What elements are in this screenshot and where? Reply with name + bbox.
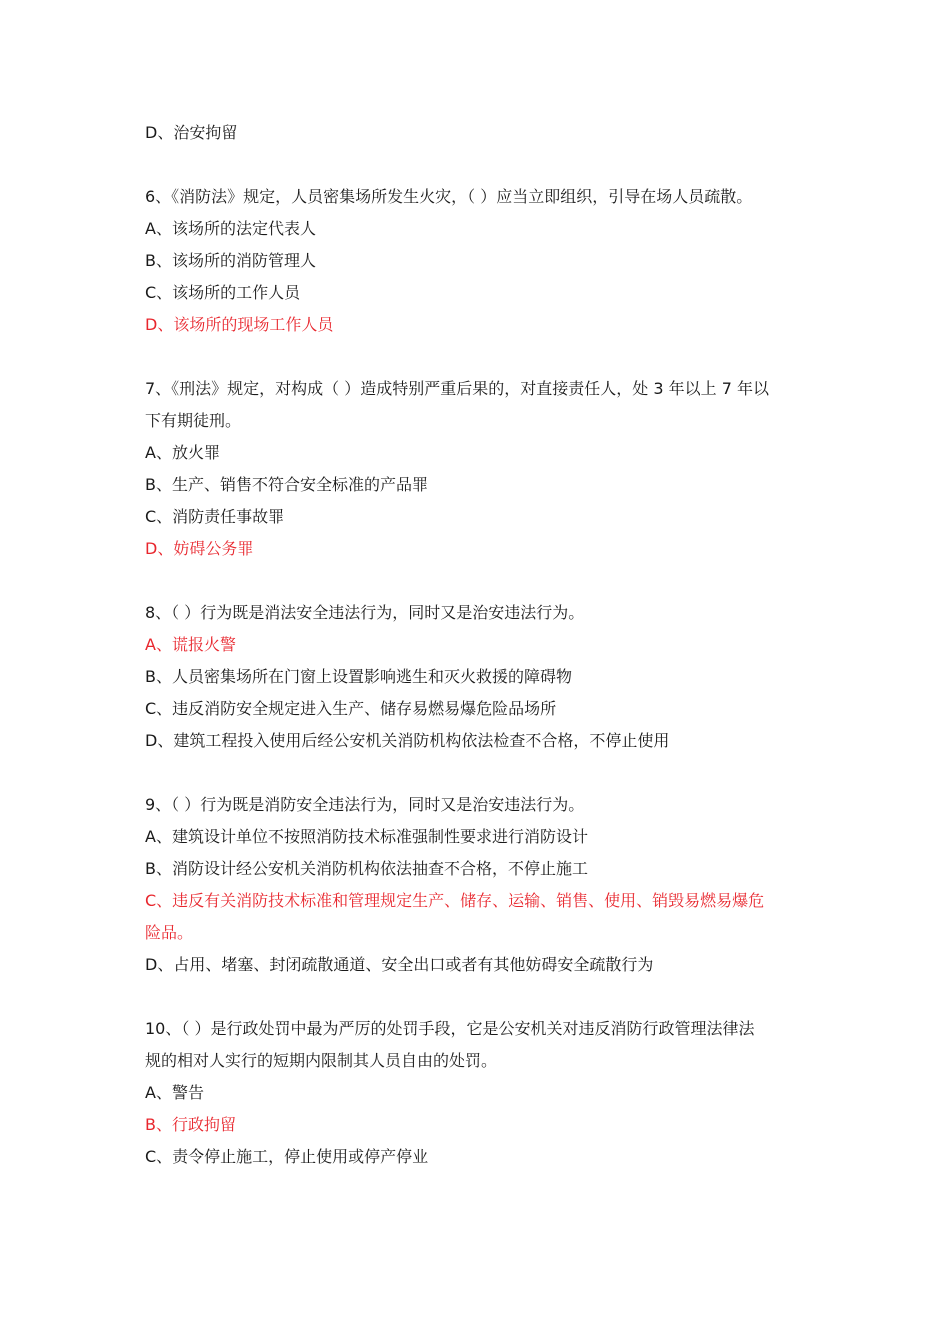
- option-d: D、占用、堵塞、封闭疏散通道、安全出口或者有其他妨碍安全疏散行为: [145, 955, 654, 974]
- option-d: D、建筑工程投入使用后经公安机关消防机构依法检查不合格，不停止使用: [145, 731, 670, 750]
- spacer: [145, 565, 770, 597]
- question-10: [145, 1013, 770, 1173]
- option-b: B、消防设计经公安机关消防机构依法抽查不合格，不停止施工: [145, 859, 588, 878]
- option-b: B、生产、销售不符合安全标准的产品罪: [145, 475, 428, 494]
- option-b-answer: B、行政拘留: [145, 1115, 236, 1134]
- option-a-answer: A、谎报火警: [145, 635, 236, 654]
- option-c: C、责令停止施工，停止使用或停产停业: [145, 1147, 429, 1166]
- question-stem: 7、《刑法》规定，对构成（ ）造成特别严重后果的，对直接责任人，处 3 年以上 7 年以下有期徒刑。: [145, 379, 769, 430]
- spacer: [145, 341, 770, 373]
- option-a: A、放火罪: [145, 443, 220, 462]
- document-content: [145, 117, 770, 1173]
- question-stem: 10、（ ）是行政处罚中最为严厉的处罚手段，它是公安机关对违反消防行政管理法律法规的相对人实行的短期内限制其人员自由的处罚。: [145, 1019, 755, 1070]
- question-stem: 6、《消防法》规定，人员密集场所发生火灾，（ ）应当立即组织，引导在场人员疏散。: [145, 187, 753, 206]
- option-c: C、消防责任事故罪: [145, 507, 285, 526]
- option-a: A、建筑设计单位不按照消防技术标准强制性要求进行消防设计: [145, 827, 588, 846]
- option-b: B、人员密集场所在门窗上设置影响逃生和灭火救援的障碍物: [145, 667, 572, 686]
- option-d-answer: D、妨碍公务罪: [145, 539, 254, 558]
- question-6: [145, 181, 770, 341]
- leading-option: D、治安拘留: [145, 123, 238, 142]
- option-a: A、警告: [145, 1083, 204, 1102]
- option-a: A、该场所的法定代表人: [145, 219, 316, 238]
- option-c: C、违反消防安全规定进入生产、储存易燃易爆危险品场所: [145, 699, 557, 718]
- spacer: [145, 757, 770, 789]
- question-9: [145, 789, 770, 981]
- spacer: [145, 981, 770, 1013]
- spacer: [145, 149, 770, 181]
- question-stem: 9、（ ）行为既是消防安全违法行为，同时又是治安违法行为。: [145, 795, 585, 814]
- question-stem: 8、（ ）行为既是消法安全违法行为，同时又是治安违法行为。: [145, 603, 585, 622]
- question-8: [145, 597, 770, 757]
- option-c-answer: C、违反有关消防技术标准和管理规定生产、储存、运输、销售、使用、销毁易燃易爆危险品。: [145, 891, 765, 942]
- question-7: [145, 373, 770, 565]
- option-d-answer: D、该场所的现场工作人员: [145, 315, 334, 334]
- option-b: B、该场所的消防管理人: [145, 251, 316, 270]
- option-c: C、该场所的工作人员: [145, 283, 301, 302]
